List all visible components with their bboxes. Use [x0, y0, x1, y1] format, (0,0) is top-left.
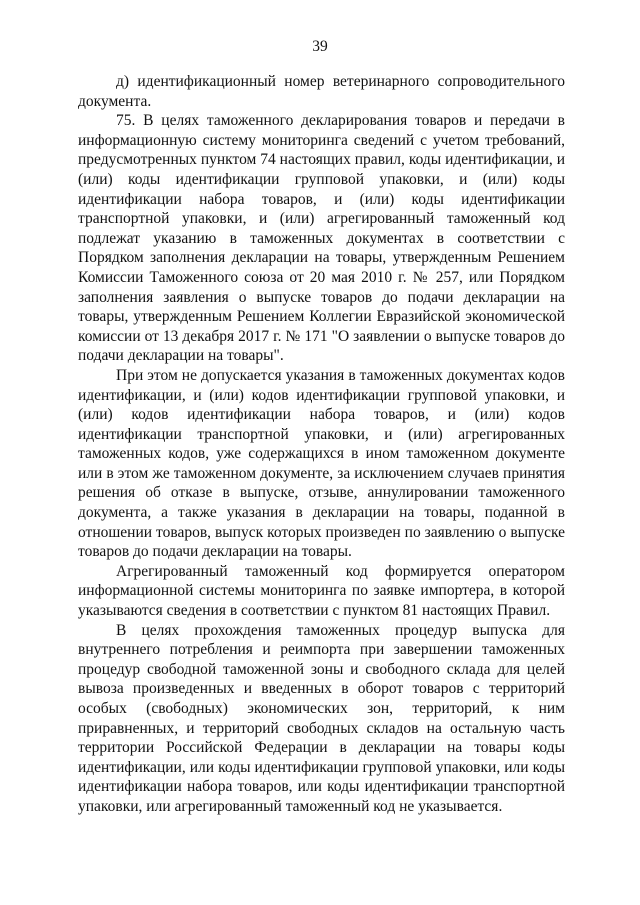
document-body	[78, 72, 565, 817]
paragraph-aggregated-code: Агрегированный таможенный код формируется оператором информационной системы мониторинга по заявке импортера, в которой указываются сведения в соответствии с пунктом 81 настоящих Правил.	[78, 562, 565, 620]
paragraph-prohibition: При этом не допускается указания в таможенных документах кодов идентификации, и (или) кодов идентификации групповой упаковки, и (или) кодов идентификации набора товаров, и (или) кодов идентификации транспортной упаковки, и (или) агрегированных таможенных кодов, уже содержащихся в ином таможенном документе или в этом же таможенном документе, за исключением случаев принятия решения об отказе в выпуске, отзыве, аннулировании таможенного документа, а также указания в декларации на товары, поданной в отношении товаров, выпуск которых произведен по заявлению о выпуске товаров до подачи декларации на товары.	[78, 366, 565, 561]
page-number: 39	[312, 38, 328, 55]
paragraph-customs-procedures: В целях прохождения таможенных процедур выпуска для внутреннего потребления и реимпорта при завершении таможенных процедур свободной таможенной зоны и свободного склада для целей вывоза произведенных и введенных в оборот товаров с территорий особых (свободных) экономических зон, территорий, к ним приравненных, и территорий свободных складов на остальную часть территории Российской Федерации в декларации на товары коды идентификации, или коды идентификации групповой упаковки, или коды идентификации набора товаров, или коды идентификации транспортной упаковки, или агрегированный таможенный код не указывается.	[78, 621, 565, 815]
paragraph-item-d: д) идентификационный номер ветеринарного сопроводительного документа.	[78, 73, 565, 110]
paragraph-clause-75: 75. В целях таможенного декларирования товаров и передачи в информационную систему мониторинга сведений с учетом требований, предусмотренных пунктом 74 настоящих правил, коды идентификации, и (или) коды идентификации групповой упаковки, и (или) коды идентификации набора товаров, и (или) коды идентификации транспортной упаковки, и (или) агрегированный таможенный код подлежат указанию в таможенных документах в соответствии с Порядком заполнения декларации на товары, утвержденным Решением Комиссии Таможенного союза от 20 мая 2010 г. № 257, или Порядком заполнения заявления о выпуске товаров до подачи декларации на товары, утвержденным Решением Коллегии Евразийской экономической комиссии от 13 декабря 2017 г. № 171 "О заявлении о выпуске товаров до подачи декларации на товары".	[78, 112, 565, 365]
